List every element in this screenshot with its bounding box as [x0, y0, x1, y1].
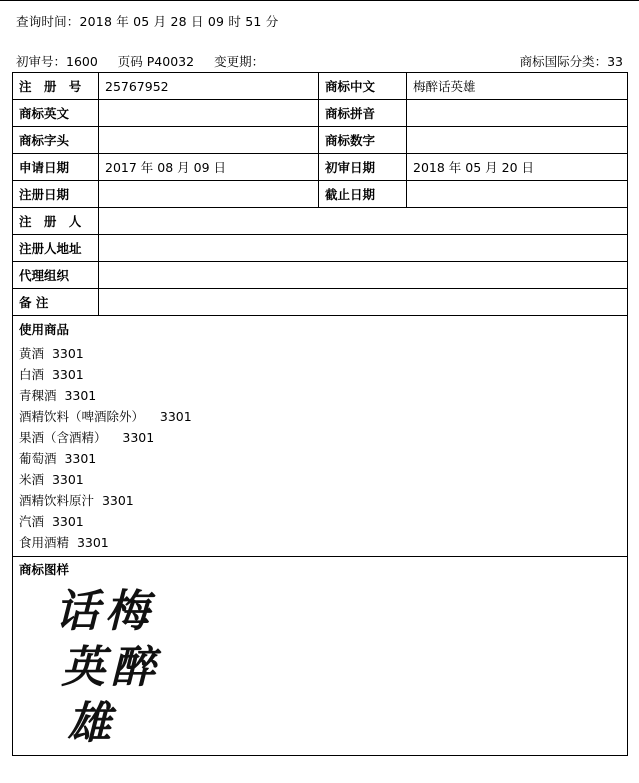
- mark-art-line: 话梅: [55, 586, 155, 637]
- value-registrant-address: [99, 235, 628, 262]
- table-row: [13, 289, 628, 316]
- goods-item: 葡萄酒 3301: [19, 451, 97, 466]
- goods-item: 酒精饮料原汁 3301: [19, 493, 134, 508]
- goods-title: 使用商品: [19, 322, 70, 337]
- change-period: 变更期：: [214, 54, 265, 69]
- value-agent: [99, 262, 628, 289]
- label-apply-date: 申请日期: [13, 154, 99, 181]
- value-first-exam-date: 2018 年 05 月 20 日: [407, 154, 628, 181]
- top-divider: [0, 0, 639, 1]
- value-apply-date: 2017 年 08 月 09 日: [99, 154, 319, 181]
- goods-item: 黄酒 3301: [19, 346, 84, 361]
- goods-item: 酒精饮料（啤酒除外） 3301: [19, 409, 192, 424]
- label-registrant-address: 注册人地址: [13, 235, 99, 262]
- preliminary-number: 初审号：1600: [16, 54, 98, 69]
- goods-row: [13, 316, 628, 557]
- value-mark-initial: [99, 127, 319, 154]
- page-number: 页码 P40032: [117, 54, 195, 69]
- label-mark-cn: 商标中文: [319, 73, 407, 100]
- table-row: [13, 154, 628, 181]
- query-time: 查询时间：2018 年 05 月 28 日 09 时 51 分: [16, 14, 279, 29]
- table-row: [13, 73, 628, 100]
- mark-art-line: 英醉: [61, 642, 161, 693]
- value-reg-no: 25767952: [99, 73, 319, 100]
- label-mark-en: 商标英文: [13, 100, 99, 127]
- goods-item: 青稞酒 3301: [19, 388, 97, 403]
- label-agent: 代理组织: [13, 262, 99, 289]
- goods-item: 米酒 3301: [19, 472, 84, 487]
- value-mark-en: [99, 100, 319, 127]
- table-row: [13, 127, 628, 154]
- value-reg-date: [99, 181, 319, 208]
- label-reg-no: 注 册 号: [13, 73, 99, 100]
- table-row: [13, 235, 628, 262]
- value-registrant: [99, 208, 628, 235]
- mark-image-artwork: [55, 584, 205, 752]
- mark-image-title: 商标图样: [19, 562, 70, 577]
- label-reg-date: 注册日期: [13, 181, 99, 208]
- goods-item: 果酒（含酒精） 3301: [19, 430, 155, 445]
- value-end-date: [407, 181, 628, 208]
- meta-row: [16, 52, 623, 70]
- label-mark-pinyin: 商标拼音: [319, 100, 407, 127]
- meta-left-group: [16, 52, 280, 70]
- value-mark-number: [407, 127, 628, 154]
- mark-image-row: [13, 557, 628, 756]
- label-mark-number: 商标数字: [319, 127, 407, 154]
- goods-cell: [13, 316, 628, 557]
- label-remark: 备 注: [13, 289, 99, 316]
- label-end-date: 截止日期: [319, 181, 407, 208]
- label-first-exam-date: 初审日期: [319, 154, 407, 181]
- trademark-info-table: [12, 72, 628, 756]
- goods-item: 食用酒精 3301: [19, 535, 109, 550]
- value-mark-pinyin: [407, 100, 628, 127]
- table-row: [13, 262, 628, 289]
- label-mark-initial: 商标字头: [13, 127, 99, 154]
- goods-item: 汽酒 3301: [19, 514, 84, 529]
- label-registrant: 注 册 人: [13, 208, 99, 235]
- table-row: [13, 208, 628, 235]
- international-class: 商标国际分类：33: [519, 54, 623, 69]
- table-row: [13, 181, 628, 208]
- mark-image-cell: [13, 557, 628, 756]
- goods-item: 白酒 3301: [19, 367, 84, 382]
- table-row: [13, 100, 628, 127]
- value-mark-cn: 梅醉话英雄: [407, 73, 628, 100]
- value-remark: [99, 289, 628, 316]
- mark-art-line: 雄: [67, 698, 117, 749]
